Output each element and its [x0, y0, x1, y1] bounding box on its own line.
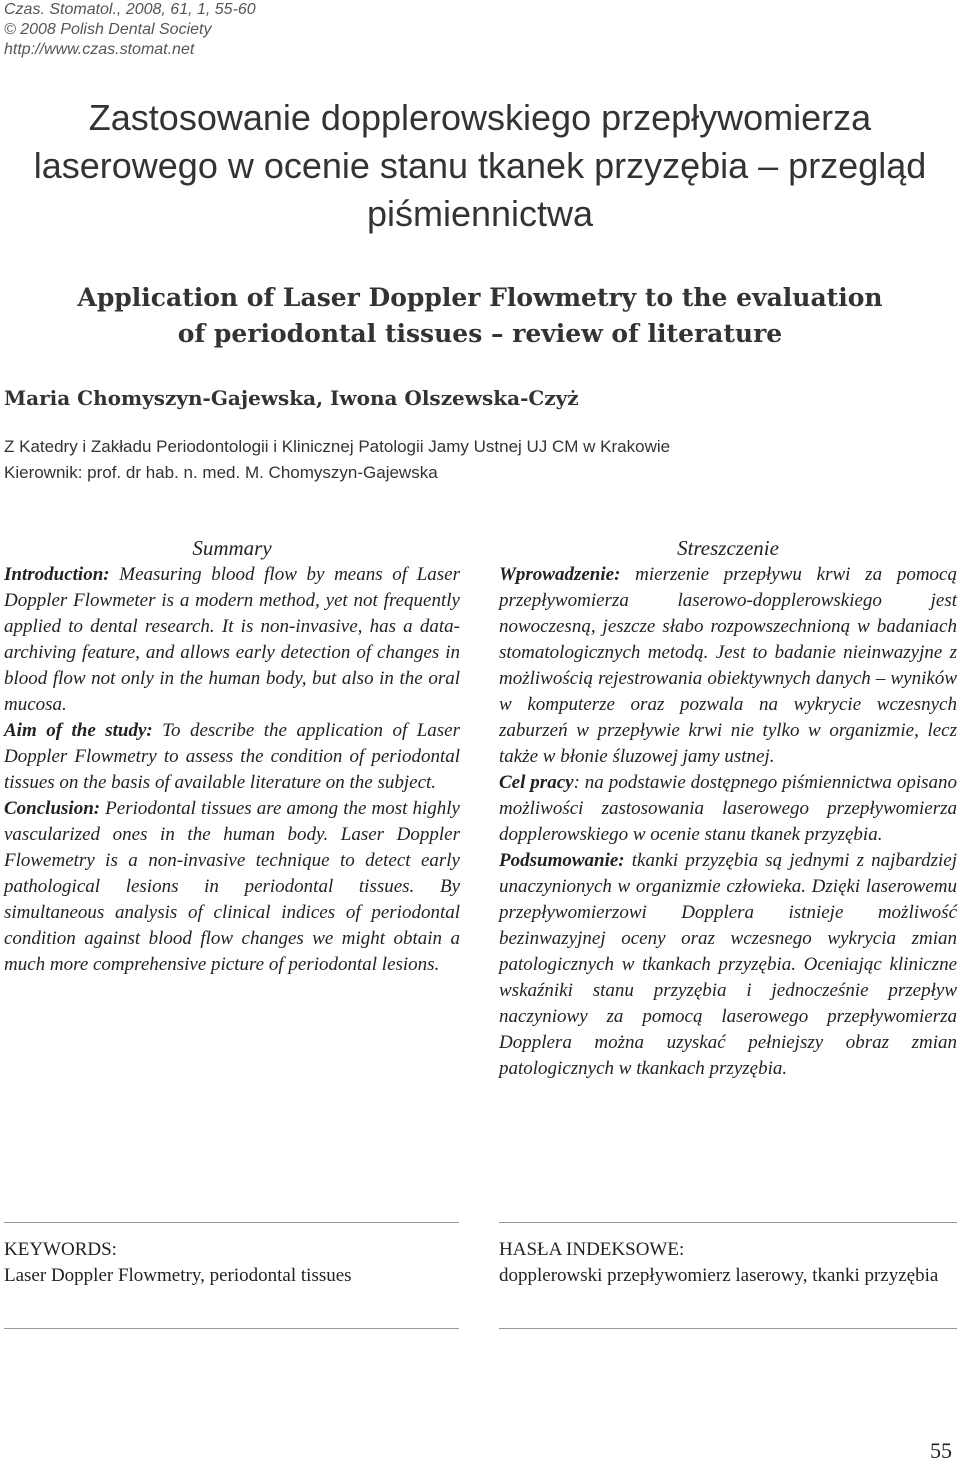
streszczenie-conclusion-label: Podsumowanie: [499, 850, 625, 871]
hasla-text: dopplerowski przepływomierz laserowy, tkanki przyzębia [499, 1265, 939, 1286]
summary-introduction-label: Introduction: [4, 564, 110, 585]
hasla-bottom-divider [499, 1328, 957, 1329]
summary-introduction-text: Measuring blood flow by means of Laser Doppler Flowmeter is a modern method, yet not frequently applied to dental research. It is non-invasive, has a data-archiving feature, and allows early detection of changes in blood flow not only in the human body, but also in the oral mucosa. [4, 564, 460, 715]
hasla-block [499, 1237, 957, 1289]
keywords-top-divider [4, 1222, 459, 1223]
page-number: 55 [930, 1438, 952, 1463]
journal-url: http://www.czas.stomat.net [4, 41, 195, 58]
journal-citation: Czas. Stomatol., 2008, 61, 1, 55-60 [4, 1, 256, 18]
keywords-block [4, 1237, 459, 1289]
title-polish [0, 94, 960, 238]
affiliation-head: Kierownik: prof. dr hab. n. med. M. Chomyszyn-Gajewska [4, 463, 438, 482]
streszczenie-aim [499, 770, 957, 848]
title-polish-line-3: piśmiennictwa [366, 193, 594, 234]
title-english-line-2: of periodontal tissues – review of literature [177, 319, 783, 348]
summary-aim-text: To describe the application of Laser Doppler Flowmetry to assess the condition of periodontal tissues on the basis of available literature on the subject. [4, 720, 460, 793]
title-english-line-1: Application of Laser Doppler Flowmetry to the evaluation [77, 283, 883, 312]
title-polish-line-2: laserowego w ocenie stanu tkanek przyzębia – przegląd [33, 145, 927, 186]
streszczenie-aim-text: : na podstawie dostępnego piśmiennictwa opisano możliwości zastosowania laserowego przepływomierza dopplerowskiego w ocenie stanu tkanek przyzębia. [499, 772, 957, 845]
journal-header [4, 0, 256, 60]
streszczenie-aim-label: Cel pracy [499, 772, 574, 793]
streszczenie-conclusion-text: tkanki przyzębia są jednymi z najbardziej unaczynionych w organizmie człowieka. Dzięki laserowemu przepływomierzowi Dopplera istnieje możliwość bezinwazyjnej oceny oraz wczesnego wykrycia zmian patologicznych w tkankach przyzębia. Oceniając kliniczne wskaźniki stanu przyzębia i jednocześnie przepływ naczyniowy za pomocą laserowego przepływomierza Dopplera można uzyskać pełniejszy obraz zmian patologicznych w tkankach przyzębia. [499, 850, 957, 1079]
summary-column [4, 534, 460, 978]
hasla-heading: HASŁA INDEKSOWE: [499, 1239, 685, 1260]
hasla-top-divider [499, 1222, 957, 1223]
summary-heading: Summary [192, 536, 272, 560]
affiliation [4, 434, 670, 486]
summary-conclusion-label: Conclusion: [4, 798, 101, 819]
streszczenie-introduction-text: mierzenie przepływu krwi za pomocą przepływomierza laserowo-dopplerowskiego jest nowoczesną, jeszcze słabo rozpowszechnioną w badaniach stomatologicznych metodą. Jest to badanie nieinwazyjne z możliwością rejestrowania obiektywnych danych – wyników w komputerze oraz pozwala na wykrycie wczesnych zaburzeń w przepływie krwi nie tylko w organizmie, lecz także w błonie śluzowej jamy ustnej. [499, 564, 957, 767]
streszczenie-introduction-label: Wprowadzenie: [499, 564, 621, 585]
keywords-bottom-divider [4, 1328, 459, 1329]
summary-aim-label: Aim of the study: [4, 720, 153, 741]
summary-conclusion [4, 796, 460, 978]
affiliation-department: Z Katedry i Zakładu Periodontologii i Klinicznej Patologii Jamy Ustnej UJ CM w Krakowie [4, 437, 671, 456]
copyright-line: © 2008 Polish Dental Society [4, 21, 212, 38]
keywords-text: Laser Doppler Flowmetry, periodontal tissues [4, 1265, 352, 1286]
keywords-heading: KEYWORDS: [4, 1239, 117, 1260]
title-polish-line-1: Zastosowanie dopplerowskiego przepływomierza [88, 97, 872, 138]
authors: Maria Chomyszyn-Gajewska, Iwona Olszewska-Czyż [4, 386, 579, 410]
streszczenie-introduction [499, 562, 957, 770]
streszczenie-heading: Streszczenie [677, 536, 779, 560]
summary-conclusion-text: Periodontal tissues are among the most highly vascularized ones in the human body. Laser Doppler Flowemetry is a non-invasive technique to detect early pathological lesions in periodontal tissues. By simultaneous analysis of clinical indices of periodontal condition against blood flow changes we might obtain a much more comprehensive picture of periodontal lesions. [4, 798, 460, 975]
summary-aim [4, 718, 460, 796]
streszczenie-conclusion [499, 848, 957, 1082]
title-english [0, 280, 960, 352]
summary-introduction [4, 562, 460, 718]
streszczenie-column [499, 534, 957, 1082]
